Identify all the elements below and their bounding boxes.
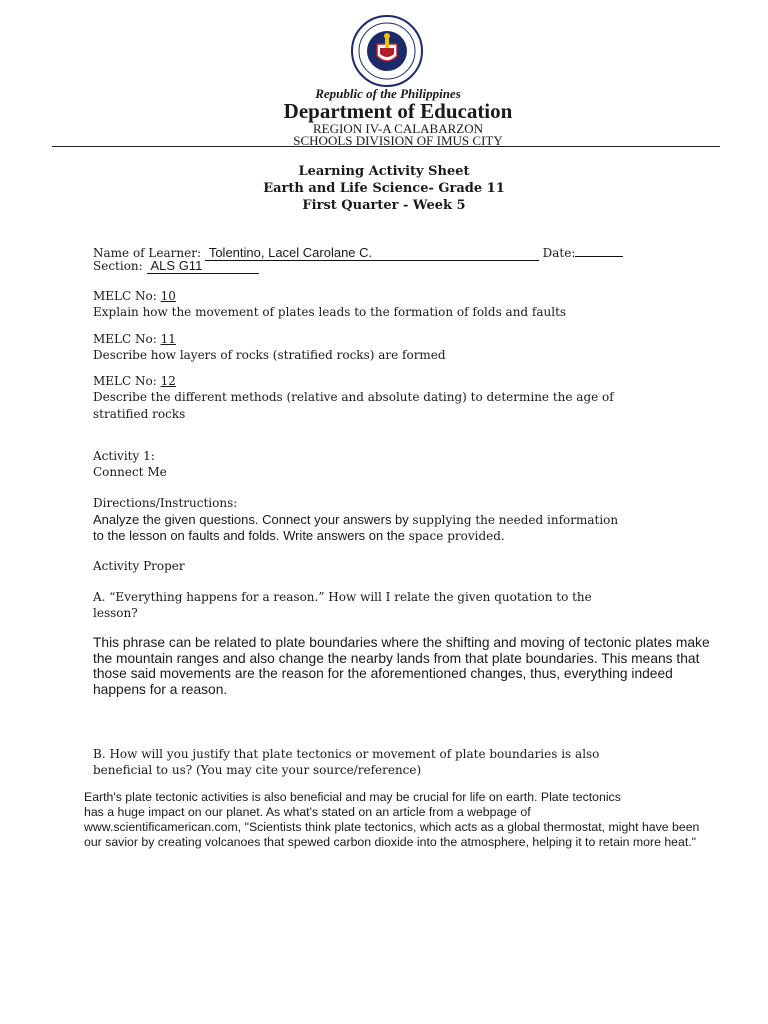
answer-b-line: Earth's plate tectonic activities is also beneficial and may be crucial for life on earth. Plate tectonics	[84, 790, 621, 804]
region-line: REGION IV-A CALABARZON	[313, 121, 483, 136]
melc-11-heading	[93, 332, 176, 346]
section-label: Section:	[93, 259, 147, 273]
answer-a-line: the mountain ranges and also change the nearby lands from that plate boundaries. This means that	[93, 651, 700, 666]
deped-seal-logo	[350, 14, 424, 88]
question-a-line2: lesson?	[93, 606, 138, 620]
answer-b-line: has a huge impact on our planet. As what's stated on an article from a webpage of	[84, 805, 531, 819]
header-divider	[52, 146, 720, 147]
melc-label: MELC No:	[93, 332, 161, 346]
melc-10-text: Explain how the movement of plates leads to the formation of folds and faults	[93, 305, 567, 319]
question-b-line2: beneficial to us? (You may cite your source/reference)	[93, 763, 422, 777]
division-line: SCHOOLS DIVISION OF IMUS CITY	[293, 133, 503, 148]
section-value: ALS G11	[147, 258, 259, 274]
question-b-line1: B. How will you justify that plate tectonics or movement of plate boundaries is also	[93, 747, 600, 761]
melc-11-text: Describe how layers of rocks (stratified rocks) are formed	[93, 348, 446, 362]
republic-line: Republic of the Philippines	[315, 86, 461, 101]
directions-part: supplying the needed information	[412, 513, 619, 527]
answer-a-line: happens for a reason.	[93, 682, 228, 697]
learner-name-value: Tolentino, Lacel Carolane C.	[205, 245, 539, 261]
learner-name-label: Name of Learner:	[93, 246, 205, 260]
answer-a-line: This phrase can be related to plate boundaries where the shifting and moving of tectonic plates make	[93, 635, 710, 650]
activity-proper-label: Activity Proper	[93, 559, 185, 573]
answer-a-line: those said movements are the reason for the aforementioned changes, thus, everything indeed	[93, 666, 673, 681]
melc-12-text-line2: stratified rocks	[93, 407, 186, 421]
melc-10-heading	[93, 289, 176, 303]
directions-part: Analyze the given questions. Connect your answers by	[93, 512, 413, 527]
melc-number: 10	[160, 289, 176, 303]
melc-number: 12	[160, 374, 176, 388]
melc-label: MELC No:	[93, 374, 161, 388]
department-title: Department of Education	[283, 99, 513, 123]
directions-part: space provided.	[408, 529, 505, 543]
melc-12-heading	[93, 374, 176, 388]
activity-title: Activity 1:	[93, 449, 155, 463]
melc-label: MELC No:	[93, 289, 161, 303]
answer-b-line: our savior by creating volcanoes that spewed carbon dioxide into the atmosphere, helping it to retain more heat."	[84, 835, 697, 849]
answer-b-line: www.scientificamerican.com, "Scientists think plate tectonics, which acts as a global thermostat, might have been	[84, 820, 700, 834]
activity-name: Connect Me	[93, 465, 167, 479]
section-row	[93, 258, 259, 274]
directions-label: Directions/Instructions:	[93, 496, 238, 510]
directions-line2	[93, 528, 505, 544]
question-a-line1: A. “Everything happens for a reason.” How will I relate the given quotation to the	[93, 590, 592, 604]
quarter-title: First Quarter - Week 5	[302, 198, 466, 213]
sheet-title: Learning Activity Sheet	[298, 164, 470, 179]
directions-part: to the lesson on faults and folds. Write answers on the	[93, 528, 409, 543]
melc-number: 11	[160, 332, 176, 346]
subject-title: Earth and Life Science- Grade 11	[263, 181, 505, 196]
directions-line1	[93, 512, 618, 528]
melc-12-text-line1: Describe the different methods (relative and absolute dating) to determine the age of	[93, 390, 614, 404]
date-label: Date:	[542, 246, 576, 260]
date-blank	[575, 242, 623, 257]
